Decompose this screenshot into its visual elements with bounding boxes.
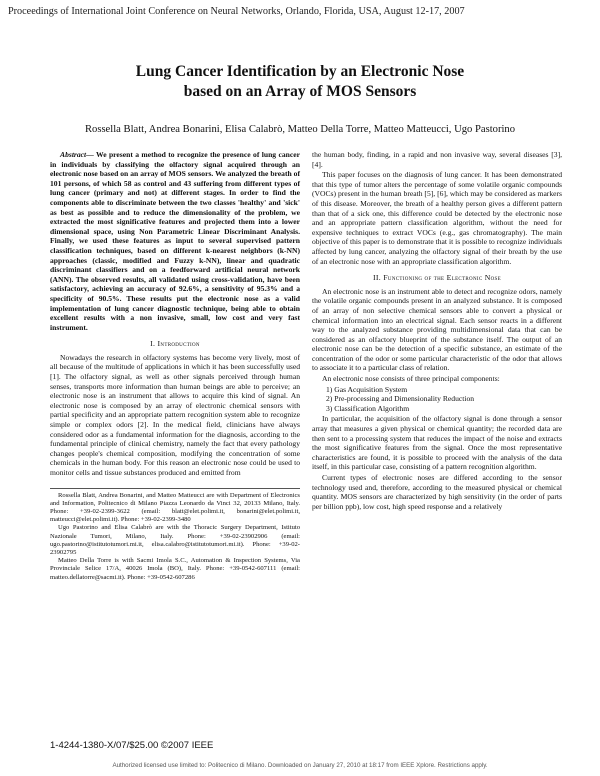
paper-title: [40, 62, 560, 102]
enose-paragraph-1: An electronic nose is an instrument able to detect and recognize odors, namely the volatile organic compounds present in an analyzed substance. It is composed of an array of non selective chemical sensors able to convert a physical or chemical information into an electrical signal. Each sensor reacts in a different way to the analyzed substance providing multidimensional data that can be considered as an olfactory blueprint of the substance itself. The output of an electronic nose can be the detection of a specific substance, an estimate of the concentration of the odor or some particular characteristic of the odor that allows to associate it to a particular class of relation.: [312, 286, 562, 373]
license-notice: Authorized licensed use limited to: Politecnico di Milano. Downloaded on January 27, 2010 at 18:17 from IEEE Xplore. Restrictions apply.: [112, 762, 488, 769]
section-heading-electronic-nose: II. Functioning of the Electronic Nose: [372, 273, 501, 283]
enose-paragraph-2: An electronic nose consists of three principal components:: [322, 374, 500, 384]
left-column: [50, 150, 300, 582]
component-list-item: 3) Classification Algorithm: [326, 403, 410, 413]
abstract: [50, 150, 300, 332]
conference-header: Proceedings of International Joint Conference on Neural Networks, Orlando, Florida, USA, August 12-17, 2007: [8, 6, 465, 17]
abstract-text: — We present a method to recognize the presence of lung cancer in individuals by classifying the olfactory signal acquired through an electronic nose based on an array of MOS sensors. We analyzed the breath of 101 persons, of which 58 as control and 43 suffering from different types of lung cancer (primary and not) at different stages. In order to find the components able to discriminate between the two classes 'healthy' and 'sick' as best as possible and to reduce the dimensionality of the problem, we extracted the most significative features and projected them into a lower dimensional space, using Non Parametric Linear Discriminant Analysis. Finally, we used these features as input to several supervised pattern classification techniques, based on different k-nearest neighbors (k-NN) approaches (classic, modified and Fuzzy k-NN), linear and quadratic discriminant classifiers and on a feedforward artificial neural network (ANN). The observed results, all validated using cross-validation, have been satisfactory, achieving an accuracy of 92.6%, a sensitivity of 95.3% and a specificity of 90.5%. These results put the electronic nose as a valid implementation of lung cancer diagnostic technique, being able to obtain excellent results with a non invasive, small, low cost and very fast instrument.: [50, 150, 300, 332]
introduction-paragraph: Nowadays the research in olfactory systems has become very lively, most of all because of the multitude of applications in which it has been successfully used [1]. The olfactory signal, as well as other signals perceived through human senses, transports more information than human beings are able to perceive; an electronic nose is an instrument that allows to acquire this kind of signal. An electronic nose is composed by an array of electronic chemical sensors with partial specificity and an appropriate pattern recognition system able to recognize simple or complex odors [2]. In the medical field, clinicians have always considered odor as a fundamental information for the diagnosis, according to the fundamental principle of clinical chemistry, namely the fact that every pathology changes people's chemical composition, modifying the concentration of some chemicals in the human body. For this reason an electronic nose could be used to monitor cells and tissue substances produced and emitted from: [50, 352, 300, 477]
footnote-paragraph-2: Ugo Pastorino and Elisa Calabrò are with the Thoracic Surgery Department, Istituto Nazionale Tumori, Milano, Italy. Phone: +39-02-23902906 (email: ugo.pastorino@istitutotumori.mi.it, elisa.calabro@istitutotumori.mi.it). Phone: +39-02-23902795: [50, 524, 300, 557]
title-line-2: based on an Array of MOS Sensors: [183, 83, 417, 100]
paper-focus-paragraph: This paper focuses on the diagnosis of lung cancer. It has been demonstrated that this type of tumor alters the percentage of some volatile organic compounds (VOCs) present in the human breath [5], [6], which may be considered as markers of this disease. Moreover, the breath of a healthy person gives a different pattern than that of a sick one, this difference could be detected by the electronic nose and an appropriate pattern classification algorithm, without the need for expensive techniques to extract VOCs (e.g., gas chromatography). The main objective of this paper is to demonstrate that it is possible to recognize individuals affected by lung cancer, analyzing the olfactory signal of their breath by the use of an electronic nose with an appropriate classification algorithm.: [312, 170, 562, 266]
section-heading-introduction: I. Introduction: [150, 339, 200, 349]
title-line-1: Lung Cancer Identification by an Electronic Nose: [135, 63, 465, 80]
component-list-item: 1) Gas Acquisition System: [326, 384, 408, 394]
abstract-label: Abstract: [60, 150, 87, 159]
intro-continuation: the human body, finding, in a rapid and non invasive way, several diseases [3], [4].: [312, 150, 562, 169]
footnote-paragraph-3: Matteo Della Torre is with Sacmi Imola S.C., Automation & Inspection Systems, Via Provinciale Selice 17/A, 40026 Imola (BO), Italy. Phone: +39-0542-607111 (email: matteo.dellatorre@sacmi.it). Phone: +39-0542-607286: [50, 557, 300, 581]
right-column: [312, 150, 562, 512]
author-affiliations-footnote: [50, 488, 300, 582]
copyright-notice: 1-4244-1380-X/07/$25.00 ©2007 IEEE: [50, 740, 214, 751]
component-list-item: 2) Pre-processing and Dimensionality Reduction: [326, 394, 475, 404]
enose-paragraph-4: Current types of electronic noses are differed according to the sensor technology used and, therefore, according to the measured physical or chemical quantity. MOS sensors are characterized by high sensitivity (in the order of parts per billion ppb), low cost, high speed response and a relatively: [312, 473, 562, 511]
footnote-paragraph-1: Rossella Blatt, Andrea Bonarini, and Matteo Matteucci are with Department of Electronics and Information, Politecnico di Milano Piazza Leonardo da Vinci 32, 20133 Milano, Italy. Phone: +39-02-2399-3622 (email: blatt@elet.polimi.it, bonarini@elet.polimi.it, matteucci@elet.polimi.it). Phone: +39-02-2399-3480: [50, 491, 300, 524]
author-list: Rossella Blatt, Andrea Bonarini, Elisa Calabrò, Matteo Della Torre, Matteo Matteucci, Ugo Pastorino: [84, 124, 516, 135]
enose-paragraph-3: In particular, the acquisition of the olfactory signal is done through a sensor array that measures a given physical or chemical quantity; the recorded data are then sent to a processing system that reduces the impact of the noise and extracts the most significative features from the signal. Once the most representative characteristics are found, it is possible to proceed with the analysis of the data itself, in this particular case, consisting of a pattern recognition algorithm.: [312, 414, 562, 472]
component-list: [312, 385, 562, 414]
